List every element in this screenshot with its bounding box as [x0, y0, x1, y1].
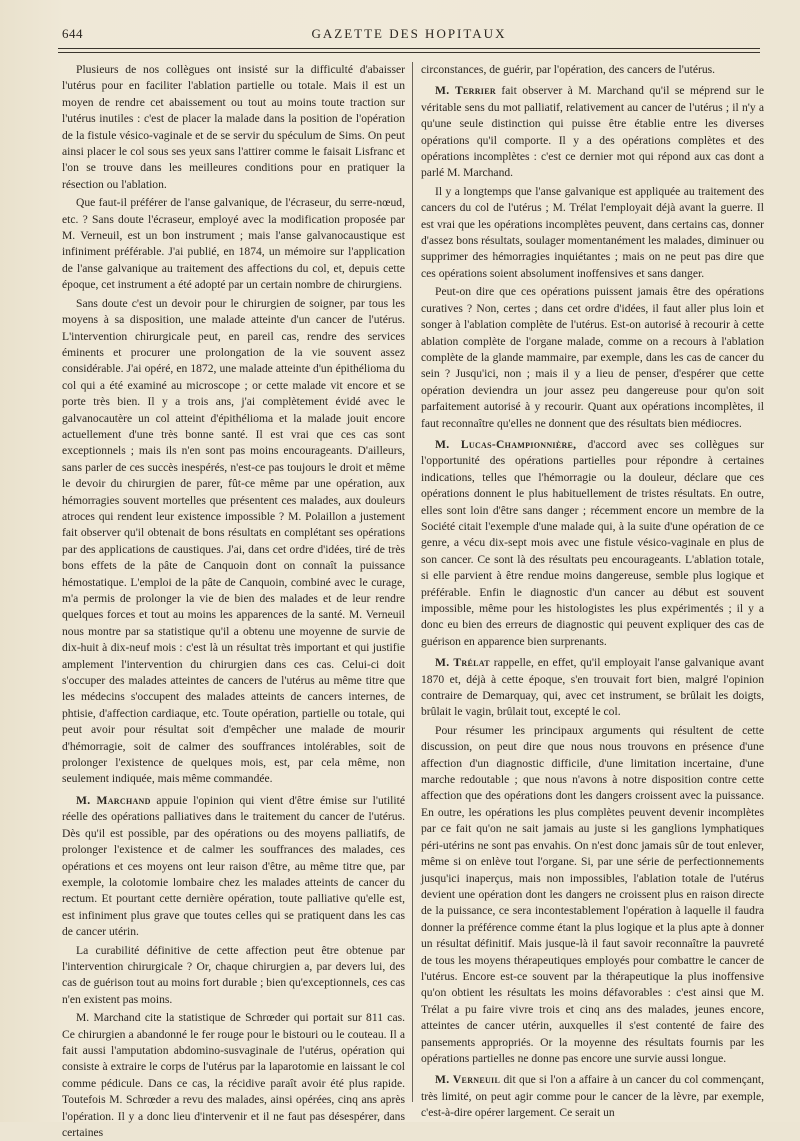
speaker-name: M. Trélat: [435, 656, 490, 670]
speaker-paragraph: [421, 437, 764, 650]
paragraph: Peut-on dire que ces opérations puissent jamais être des opérations curatives ? Non, certes ; dans cet ordre d'idées, il faut aller plus loin et songer à l'ablation complète de l'utérus. Est-on autorisé à recourir à cette ablation complète de l'organe malade, comme on a recours à l'ablation complète de la glande mammaire, par exemple, dans les cas de cancer du sein ? Jusqu'ici, non ; mais il y a lieu de penser, d'espérer que cette opération deviendra un jour assez peu dangereuse pour qu'on soit parfaitement autorisé à y recourir. Quant aux opérations incomplètes, il faut reconnaître qu'elles ne donnent que des résultats bien médiocres.: [421, 285, 764, 430]
paragraph: Il y a longtemps que l'anse galvanique est appliquée au traitement des cancers du col de l'utérus ; M. Trélat l'employait déjà avant la guerre. Il est vrai que les opérations incomplètes peuvent, dans certains cas, donner d'assez bons résultats, soulager momentanément les malades, diminuer ou supprimer des hémorragies inquiétantes ; mais on ne peut pas dire que ces opérations soient absolument inoffensives et sans danger.: [421, 184, 764, 280]
paragraph-text: rappelle, en effet, qu'il employait l'anse galvanique avant 1870 et, déjà à cette époque, s'en trouvait fort bien, malgré l'opinion contraire de Demarquay, qui, avec cet instrument, se brûlait les doigts, brûlait le vagin, brûlait tout, excepté le col.: [421, 656, 765, 719]
speaker-paragraph: [421, 1072, 764, 1121]
paragraph: Pour résumer les principaux arguments qui résultent de cette discussion, on peut dire que nous nous trouvons en présence d'une affection d'un diagnostic difficile, d'une limitation incertaine, d'une marche redoutable ; que nous n'avons à notre disposition contre cette affection que des opérations dont les dangers croissent avec la puissance. En outre, les opérations les plus complètes peuvent devenir incomplètes par ce fait qu'on ne sait jamais au juste si les ganglions lymphatiques péri-utérins ne sont pas envahis. On n'est donc jamais sûr de tout enlever, même si on enlève tout l'organe. Si, par une série de perfectionnements jusqu'ici inaperçus, mais non impossibles, l'ablation totale de l'utérus devient une opération dont les dangers ne croissent plus en raison directe de la puissance, ce sera incontestablement l'opération à laquelle il faudra donner la préférence comme étant la plus logique et la plus apte à donner un résultat définitif. Mais jusque-là il faut savoir reconnaître la pauvreté de tous les moyens thérapeutiques employés pour combattre le cancer de l'utérus. Encore est-ce souvent par la thérapeutique la plus inoffensive qu'on obtient les résultats les moins défavorables : c'est ainsi que M. Trélat a pu faire vivre trois et cinq ans des malades, jeunes encore, atteintes de cancer utérin, auxquelles il s'est contenté de faire des pansements appropriés. Or la moyenne des résultats fournis par les opérations partielles ne donne pas encore une survie aussi longue.: [421, 723, 764, 1065]
speaker-paragraph: [62, 793, 405, 941]
header-rule-thin: [58, 52, 760, 53]
speaker-paragraph: [421, 655, 764, 721]
header-rule: [58, 48, 760, 49]
paragraph: circonstances, de guérir, par l'opération, des cancers de l'utérus.: [421, 63, 716, 76]
speaker-name: M. Marchand: [76, 793, 151, 807]
right-column: [421, 62, 765, 1120]
page-number: 644: [62, 26, 83, 41]
paragraph-text: fait observer à M. Marchand qu'il se méprend sur le véritable sens du mot palliatif, relativement au cancer de l'utérus ; il n'y a qu'une seule distinction qui puisse être établie entre les diverses opérations qu'il comporte. Il y a des opérations complètes et des opérations incomplètes : c'est ce dernier mot qui répond aux cas dont a parlé M. Marchand.: [421, 84, 764, 180]
paragraph: Sans doute c'est un devoir pour le chirurgien de soigner, par tous les moyens à sa disposition, une malade atteinte d'un cancer de l'utérus. L'intervention chirurgicale peut, en pareil cas, rendre des services éminents et procurer une prolongation de la vie souvent assez considérable. J'ai opéré, en 1872, une malade atteinte d'un épithélioma du col qui a été examiné au microscope ; or cette malade vit encore et se porte très bien. Il y a trois ans, j'ai complètement évidé avec le galvanocautère un col atteint d'épithélioma et la malade jouit encore actuellement d'une très bonne santé. Il est vrai que ces cas sont exceptionnels ; mais ils n'en sont pas moins encourageants. D'ailleurs, sans parler de ces succès inespérés, n'est-ce pas toujours le droit et même le devoir du chirurgien de parer, fût-ce même par une opération, aux hémorragies souvent mortelles que présentent ces malades, aux douleurs atroces qui rendent leur existence impossible ? M. Polaillon a justement fait observer qu'il obtenait de bons résultats en complétant ses opérations par des applications de caustiques. J'ai, dans cet ordre d'idées, tiré de très bons effets de la pâte de Canquoin dont on connaît la puissance hémostatique. L'emploi de la pâte de Canquoin, combiné avec le curage, m'a permis de prolonger la vie de bien des malades et de leur rendre quelques forces et tout au moins les apparences de la santé. M. Verneuil nous montre par sa statistique qu'il a obtenu une moyenne de survie de dix-huit à dix-neuf mois : c'est là un résultat très important et qui justifie amplement l'intervention du chirurgien dans ces cas. Celui-ci doit s'occuper des malades atteintes de cancers de l'utérus au même titre que les médecins s'occupent des malades atteints de cancers internes, de phtisie, d'affection cardiaque, etc. Toute opération, partielle ou totale, qui peut avoir pour résultat soit d'empêcher une malade de mourir d'hémorragie, soit de calmer des souffrances intolérables, soit de prolonger l'existence de quelques mois, est, par cela même, non seulement indiquée, mais même commandée.: [62, 296, 405, 786]
speaker-name: M. Lucas-Championnière,: [435, 437, 577, 451]
page-header: [58, 26, 760, 48]
speaker-name: M. Verneuil: [435, 1073, 501, 1087]
paragraph: La curabilité définitive de cette affection peut être obtenue par l'intervention chirurgicale ? Or, chaque chirurgien a, par devers lui, des cas de guérison tout au moins fort durable ; bien qu'exceptionnels, ces cas n'en existent pas moins.: [62, 943, 405, 1006]
paragraph: Plusieurs de nos collègues ont insisté sur la difficulté d'abaisser l'utérus pour en faciliter l'ablation partielle ou totale. Mais il est un moyen de rendre cet abaissement ou tout au moins toute traction sur l'utérus inutiles : c'est de placer la malade dans la position de l'opération de la fistule vésico-vaginale et de se servir du spéculum de Sims. On peut ainsi placer le col sous ses yeux sans l'attirer comme le faisait Lisfranc et l'on se trouve dans les meilleures conditions pour en pratiquer la résection ou l'ablation.: [62, 63, 405, 191]
column-divider: [412, 62, 413, 1102]
left-column: [62, 62, 405, 1139]
paragraph-text: d'accord avec ses collègues sur l'opportunité des opérations partielles pour répondre à certaines indications, telles que l'hémorragie ou la douleur, déclare que ces opérations donnent le plus habituellement de tristes résultats. En outre, elles sont loin d'être sans danger ; récemment encore un membre de la Société citait l'exemple d'une malade qui, à la suite d'une opération de ce genre, a vécu dix-sept mois avec une fistule vésico-vaginale en plus de son cancer. Ce sont là des résultats peu encourageants. L'ablation totale, si elle parvient à être rendue moins dangereuse, semble plus logique et préférable. Enfin le diagnostic d'un cancer au début est souvent impossible, même pour les histologistes les plus expérimentés ; il y a donc eu bien des erreurs de diagnostic qui peuvent expliquer des cas de guérison en apparence bien surprenants.: [421, 437, 764, 648]
running-title: GAZETTE DES HOPITAUX: [311, 26, 507, 41]
paragraph-text: appuie l'opinion qui vient d'être émise sur l'utilité réelle des opérations palliatives dans le traitement du cancer de l'utérus. Dès qu'il est possible, par des opérations ou des moyens palliatifs, de prolonger l'existence et de calmer les souffrances des malades, ces opérations et ces moyens ont leur raison d'être, au même titre que, par exemple, la colotomie lombaire chez les malades atteints de cancer du rectum. Et pourtant cette dernière opération, toute palliative qu'elle est, est infiniment plus grave que toutes celles qui se pratiquent dans les cas de cancer utérin.: [62, 793, 405, 939]
paragraph-text: dit que si l'on a affaire à un cancer du col commençant, très limité, on peut agir comme pour le cancer de la lèvre, par exemple, c'est-à-dire opérer largement. Ce serait un: [421, 1073, 764, 1120]
paragraph: M. Marchand cite la statistique de Schrœder qui portait sur 811 cas. Ce chirurgien a abandonné le fer rouge pour le bistouri ou le couteau. Il a fait aussi l'amputation abdomino-susvaginale de l'utérus, opération qui consiste à extraire le corps de l'utérus par la laparotomie en laissant le col comme pédicule. Dans ce cas, la récidive paraît avoir été plus rapide. Toutefois M. Schrœder a revu des malades, ainsi opérées, cinq ans après l'opération. Il y a donc lieu d'intervenir et il ne faut pas désespérer, dans certaines: [62, 1011, 405, 1139]
speaker-name: M. Terrier: [435, 84, 496, 98]
paragraph: Que faut-il préférer de l'anse galvanique, de l'écraseur, du serre-nœud, etc. ? Sans doute l'écraseur, employé avec la modification proposée par M. Verneuil, est un bon instrument ; mais l'anse galvanocaustique est infiniment préférable. J'ai publié, en 1874, un mémoire sur l'application de l'anse galvanique au traitement des affections du col, et, depuis cette époque, cet instrument a été adopté par un certain nombre de chirurgiens.: [62, 196, 405, 292]
speaker-paragraph: [421, 83, 764, 181]
